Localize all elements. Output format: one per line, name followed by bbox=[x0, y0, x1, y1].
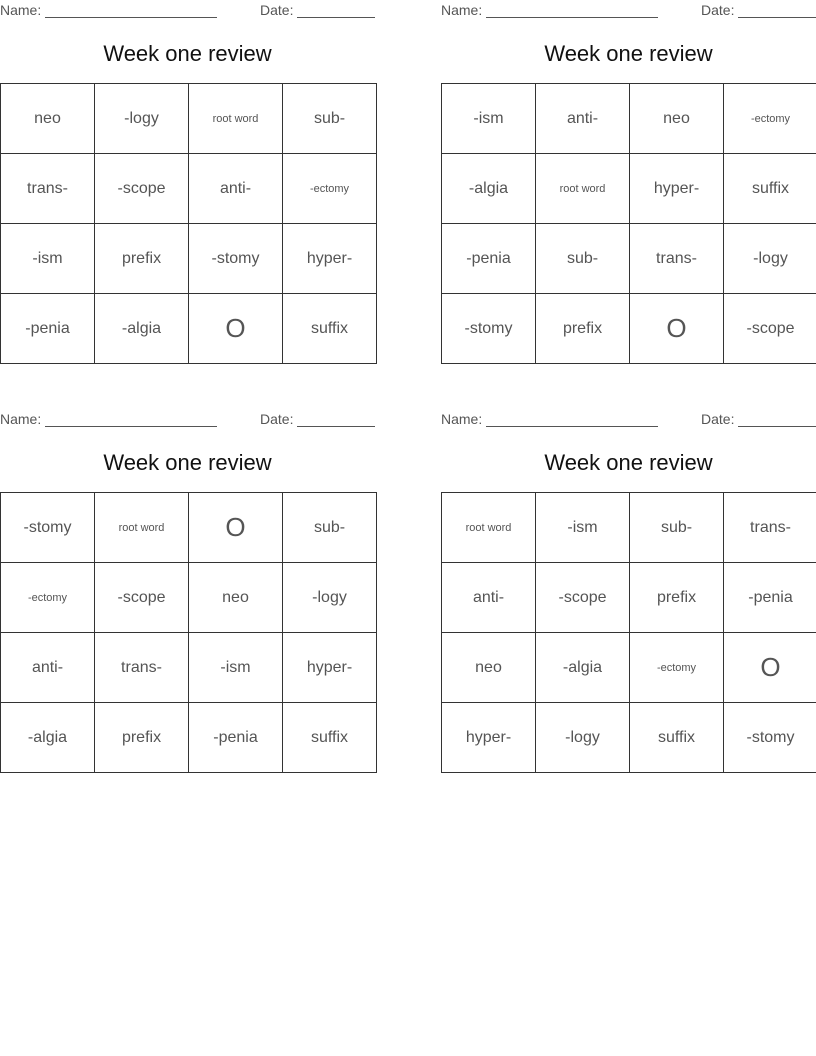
grid-cell: neo bbox=[1, 84, 95, 154]
grid-cell: suffix bbox=[630, 703, 724, 773]
grid-cell: trans- bbox=[630, 224, 724, 294]
free-space-cell: O bbox=[189, 493, 283, 563]
grid-cell: -ism bbox=[442, 84, 536, 154]
grid-row bbox=[1, 563, 377, 633]
grid-cell: -scope bbox=[536, 563, 630, 633]
grid-cell: -scope bbox=[95, 154, 189, 224]
grid-cell: -logy bbox=[724, 224, 816, 294]
grid-cell: -algia bbox=[442, 154, 536, 224]
grid-row bbox=[1, 84, 377, 154]
name-label: Name: bbox=[441, 411, 483, 427]
grid-cell: suffix bbox=[724, 154, 816, 224]
name-blank-line bbox=[45, 426, 217, 427]
grid-cell: anti- bbox=[189, 154, 283, 224]
grid-cell: anti- bbox=[442, 563, 536, 633]
grid-cell: suffix bbox=[283, 703, 377, 773]
grid-cell: hyper- bbox=[283, 633, 377, 703]
grid-cell: -stomy bbox=[724, 703, 816, 773]
grid-cell: hyper- bbox=[283, 224, 377, 294]
name-label: Name: bbox=[0, 2, 42, 18]
grid-cell: prefix bbox=[536, 294, 630, 364]
grid-cell: -scope bbox=[724, 294, 816, 364]
grid-row bbox=[1, 703, 377, 773]
bingo-grid bbox=[0, 83, 377, 364]
card-header bbox=[0, 411, 375, 429]
grid-cell: -logy bbox=[95, 84, 189, 154]
name-blank-line bbox=[45, 17, 217, 18]
card-title: Week one review bbox=[103, 450, 272, 475]
grid-cell: -penia bbox=[442, 224, 536, 294]
grid-cell: -ism bbox=[1, 224, 95, 294]
date-blank-line bbox=[297, 426, 375, 427]
bingo-card-3 bbox=[0, 409, 375, 789]
bingo-grid bbox=[441, 492, 816, 773]
grid-cell: sub- bbox=[630, 493, 724, 563]
free-space-cell: O bbox=[189, 294, 283, 364]
grid-cell: -logy bbox=[283, 563, 377, 633]
grid-row bbox=[442, 703, 816, 773]
grid-cell: neo bbox=[442, 633, 536, 703]
grid-cell: anti- bbox=[536, 84, 630, 154]
grid-cell: root word bbox=[189, 84, 283, 154]
grid-cell: prefix bbox=[630, 563, 724, 633]
grid-row bbox=[1, 224, 377, 294]
grid-row bbox=[1, 154, 377, 224]
grid-cell: -algia bbox=[95, 294, 189, 364]
grid-cell: anti- bbox=[1, 633, 95, 703]
grid-cell: -logy bbox=[536, 703, 630, 773]
card-title: Week one review bbox=[544, 41, 713, 66]
grid-row bbox=[1, 493, 377, 563]
grid-row bbox=[1, 294, 377, 364]
grid-row bbox=[442, 563, 816, 633]
bingo-card-4 bbox=[441, 409, 816, 789]
bingo-card-1 bbox=[0, 0, 375, 380]
grid-row bbox=[442, 294, 816, 364]
grid-cell: -ism bbox=[536, 493, 630, 563]
grid-cell: sub- bbox=[283, 493, 377, 563]
grid-cell: -stomy bbox=[189, 224, 283, 294]
date-blank-line bbox=[738, 426, 816, 427]
card-header bbox=[441, 2, 816, 20]
grid-cell: -ectomy bbox=[724, 84, 816, 154]
grid-row bbox=[442, 224, 816, 294]
date-blank-line bbox=[738, 17, 816, 18]
bingo-card-2 bbox=[441, 0, 816, 380]
grid-cell: neo bbox=[189, 563, 283, 633]
name-label: Name: bbox=[441, 2, 483, 18]
grid-cell: trans- bbox=[1, 154, 95, 224]
grid-cell: -penia bbox=[724, 563, 816, 633]
grid-cell: root word bbox=[95, 493, 189, 563]
grid-cell: -stomy bbox=[442, 294, 536, 364]
card-title: Week one review bbox=[544, 450, 713, 475]
name-label: Name: bbox=[0, 411, 42, 427]
free-space-cell: O bbox=[630, 294, 724, 364]
name-blank-line bbox=[486, 17, 658, 18]
grid-cell: root word bbox=[536, 154, 630, 224]
grid-cell: -stomy bbox=[1, 493, 95, 563]
grid-cell: -ectomy bbox=[630, 633, 724, 703]
date-label: Date: bbox=[260, 411, 294, 427]
grid-cell: -algia bbox=[536, 633, 630, 703]
card-title: Week one review bbox=[103, 41, 272, 66]
grid-cell: prefix bbox=[95, 703, 189, 773]
grid-cell: neo bbox=[630, 84, 724, 154]
grid-row bbox=[442, 154, 816, 224]
grid-cell: -algia bbox=[1, 703, 95, 773]
grid-cell: -penia bbox=[1, 294, 95, 364]
grid-cell: root word bbox=[442, 493, 536, 563]
grid-cell: sub- bbox=[536, 224, 630, 294]
grid-cell: sub- bbox=[283, 84, 377, 154]
grid-cell: -ectomy bbox=[1, 563, 95, 633]
grid-cell: hyper- bbox=[442, 703, 536, 773]
grid-cell: hyper- bbox=[630, 154, 724, 224]
name-blank-line bbox=[486, 426, 658, 427]
grid-cell: -ism bbox=[189, 633, 283, 703]
grid-cell: suffix bbox=[283, 294, 377, 364]
grid-cell: trans- bbox=[724, 493, 816, 563]
grid-cell: -scope bbox=[95, 563, 189, 633]
card-header bbox=[441, 411, 816, 429]
grid-row bbox=[442, 633, 816, 703]
grid-row bbox=[442, 84, 816, 154]
date-label: Date: bbox=[701, 2, 735, 18]
date-label: Date: bbox=[260, 2, 294, 18]
date-blank-line bbox=[297, 17, 375, 18]
grid-cell: -ectomy bbox=[283, 154, 377, 224]
grid-row bbox=[1, 633, 377, 703]
grid-cell: -penia bbox=[189, 703, 283, 773]
bingo-grid bbox=[441, 83, 816, 364]
grid-cell: prefix bbox=[95, 224, 189, 294]
bingo-grid bbox=[0, 492, 377, 773]
date-label: Date: bbox=[701, 411, 735, 427]
grid-row bbox=[442, 493, 816, 563]
card-header bbox=[0, 2, 375, 20]
free-space-cell: O bbox=[724, 633, 816, 703]
grid-cell: trans- bbox=[95, 633, 189, 703]
